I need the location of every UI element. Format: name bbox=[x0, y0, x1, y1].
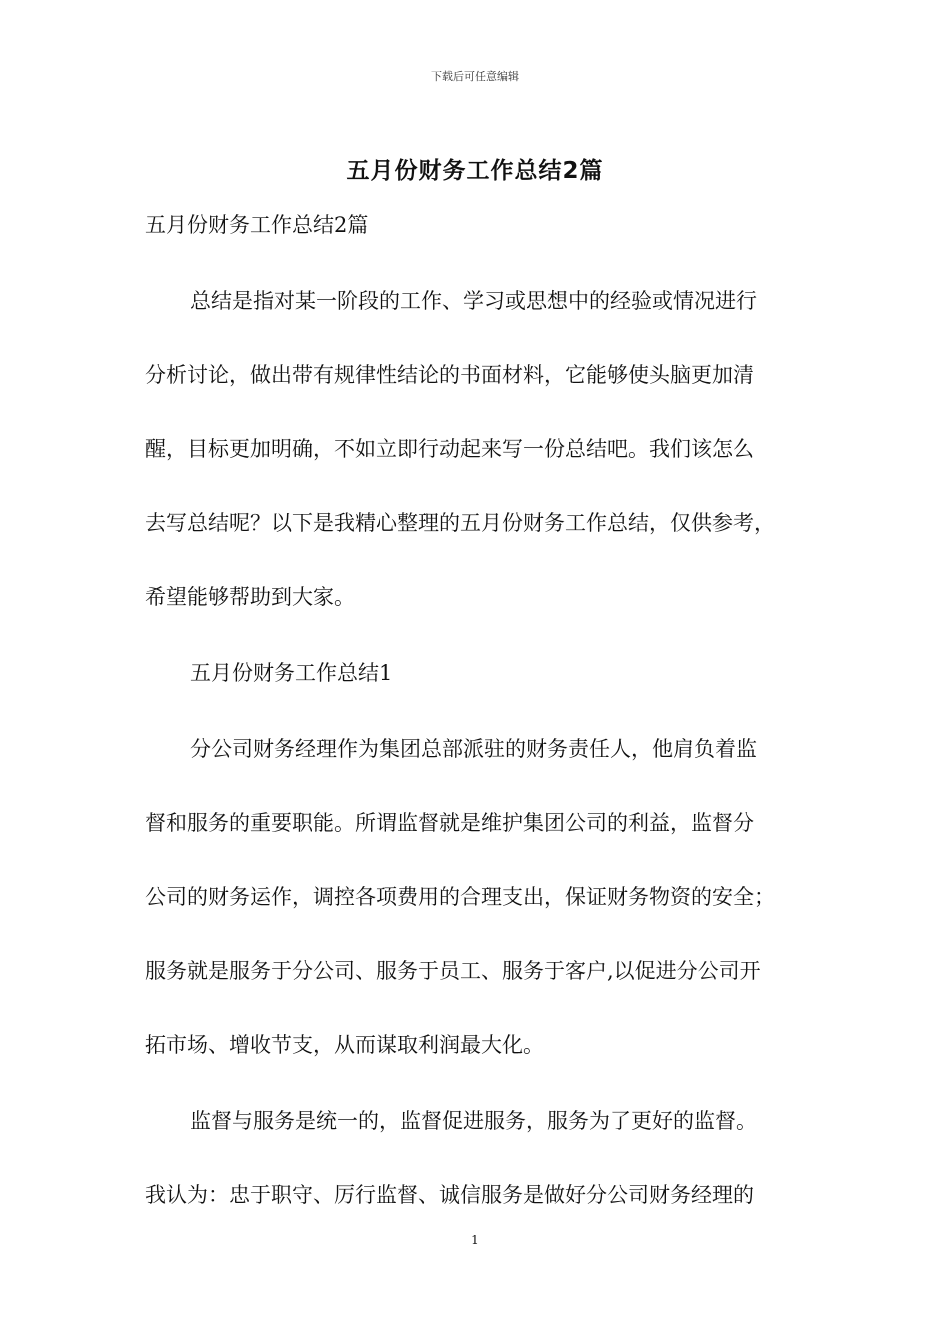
paragraph-line: 去写总结呢？以下是我精心整理的五月份财务工作总结，仅供参考， bbox=[145, 511, 775, 535]
paragraph-line: 督和服务的重要职能。所谓监督就是维护集团公司的利益，监督分 bbox=[145, 811, 754, 835]
section-heading: 五月份财务工作总结1 bbox=[190, 661, 393, 685]
paragraph-line: 分析讨论，做出带有规律性结论的书面材料，它能够使头脑更加清 bbox=[145, 363, 754, 387]
paragraph-line: 拓市场、增收节支，从而谋取利润最大化。 bbox=[145, 1033, 544, 1057]
page-number: 1 bbox=[471, 1233, 479, 1247]
paragraph-line: 服务就是服务于分公司、服务于员工、服务于客户,以促进分公司开 bbox=[145, 959, 761, 983]
paragraph-line: 我认为：忠于职守、厉行监督、诚信服务是做好分公司财务经理的 bbox=[145, 1183, 754, 1207]
header-note: 下载后可任意编辑 bbox=[431, 70, 519, 83]
paragraph-line: 醒，目标更加明确，不如立即行动起来写一份总结吧。我们该怎么 bbox=[145, 437, 754, 461]
subtitle-line: 五月份财务工作总结2篇 bbox=[145, 213, 369, 237]
paragraph-line: 监督与服务是统一的，监督促进服务，服务为了更好的监督。 bbox=[190, 1109, 757, 1133]
paragraph-line: 公司的财务运作，调控各项费用的合理支出，保证财务物资的安全； bbox=[145, 885, 775, 909]
paragraph-line: 总结是指对某一阶段的工作、学习或思想中的经验或情况进行 bbox=[190, 289, 757, 313]
paragraph-line: 分公司财务经理作为集团总部派驻的财务责任人，他肩负着监 bbox=[190, 737, 757, 761]
document-title: 五月份财务工作总结2篇 bbox=[346, 158, 604, 184]
paragraph-line: 希望能够帮助到大家。 bbox=[145, 585, 355, 609]
